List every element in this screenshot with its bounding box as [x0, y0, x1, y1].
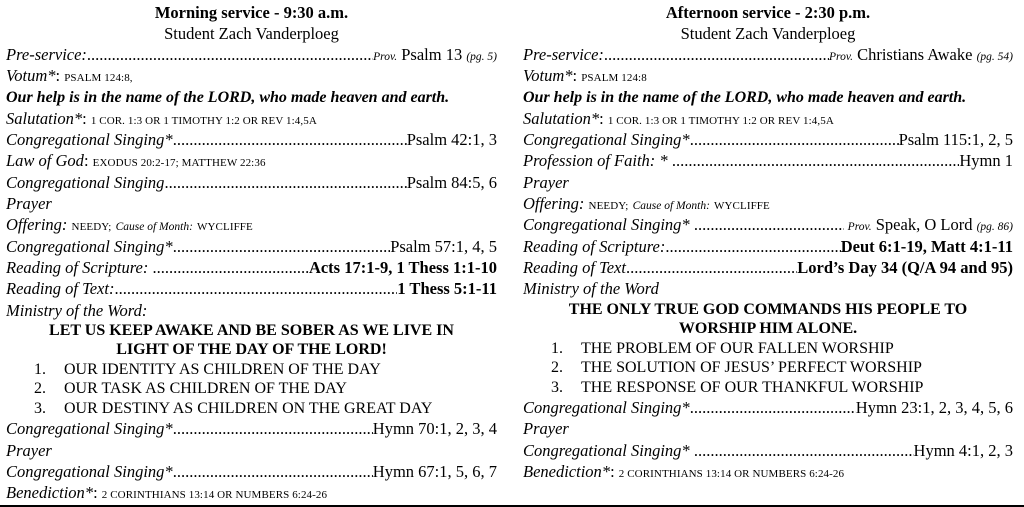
sermon-point: [6, 360, 497, 380]
preservice-song: Christians Awake: [857, 45, 973, 64]
votum-label: Votum*: [6, 66, 56, 86]
afternoon-singing-4: [523, 440, 1013, 461]
point-text: OUR DESTINY AS CHILDREN ON THE GREAT DAY: [64, 399, 433, 417]
afternoon-sermon-title-line-1: THE ONLY TRUE GOD COMMANDS HIS PEOPLE TO: [568, 300, 968, 318]
afternoon-singing-1: [523, 129, 1013, 150]
morning-singing-1: [6, 129, 497, 150]
salutation-ref: 1 COR. 1:3 OR 1 TIMOTHY 1:2 OR REV 1:4,5A: [607, 114, 834, 127]
leader-dots: [694, 214, 844, 235]
afternoon-prayer-1: Prayer: [523, 172, 569, 192]
singing-page: (pg. 86): [976, 221, 1013, 234]
preservice-page: (pg. 54): [976, 51, 1013, 63]
offering-label: Offering:: [523, 194, 585, 214]
afternoon-help-statement: Our help is in the name of the LORD, who made heaven and earth.: [523, 88, 967, 106]
leader-dots: [153, 257, 309, 278]
leader-dots: [164, 172, 406, 193]
singing-value: Psalm 84:5, 6: [406, 172, 497, 192]
sermon-point: [523, 339, 1013, 359]
morning-ministry: Ministry of the Word:: [6, 300, 148, 320]
singing-label: Congregational Singing*: [523, 215, 690, 235]
leader-dots: [173, 461, 373, 482]
morning-preservice: [6, 44, 497, 65]
afternoon-salutation: Salutation*: 1 COR. 1:3 OR 1 TIMOTHY 1:2 OR REV 1:4,5A: [523, 108, 834, 128]
votum-ref: PSALM 124:8,: [64, 72, 133, 85]
scripture-label: Reading of Scripture:: [6, 257, 149, 277]
leader-dots: [694, 440, 914, 461]
afternoon-singing-2: [523, 214, 1013, 235]
sermon-point: [6, 399, 497, 419]
votum-label: Votum*: [523, 66, 573, 86]
singing-value: Psalm 57:1, 4, 5: [390, 236, 497, 256]
text-label: Reading of Text:: [6, 279, 115, 299]
profession-label: Profession of Faith: *: [523, 151, 668, 171]
offering-needy: NEEDY;: [71, 221, 112, 234]
singing-value: Hymn 4:1, 2, 3: [913, 440, 1013, 460]
morning-prayer-2: Prayer: [6, 440, 52, 460]
point-text: OUR TASK AS CHILDREN OF THE DAY: [64, 380, 347, 398]
sermon-point: [523, 378, 1013, 398]
benediction-label: Benediction*: [6, 483, 94, 503]
singing-label: Congregational Singing*: [523, 398, 690, 418]
votum-ref: PSALM 124:8: [581, 72, 647, 85]
afternoon-prayer-2: Prayer: [523, 419, 569, 439]
leader-dots: [690, 129, 899, 150]
afternoon-sermon-title-line-2: WORSHIP HIM ALONE.: [678, 320, 858, 338]
text-label: Reading of Text: [523, 257, 626, 277]
morning-service-column: [6, 0, 497, 504]
sermon-point: [523, 358, 1013, 378]
point-number: 3.: [551, 378, 563, 396]
morning-benediction: Benediction*: 2 CORINTHIANS 13:14 OR NUMBERS 6:24-26: [6, 483, 328, 503]
salutation-label: Salutation*: [6, 108, 83, 128]
singing-value: Psalm 42:1, 3: [406, 130, 497, 150]
leader-dots: [173, 236, 391, 257]
point-number: 2.: [551, 359, 563, 377]
singing-value: Hymn 70:1, 2, 3, 4: [372, 419, 497, 439]
morning-law-of-god: Law of God: EXODUS 20:2-17; MATTHEW 22:36: [6, 151, 266, 171]
point-number: 1.: [551, 339, 563, 357]
leader-dots: [173, 129, 407, 150]
law-ref: EXODUS 20:2-17; MATTHEW 22:36: [92, 157, 266, 170]
afternoon-benediction: Benediction*: 2 CORINTHIANS 13:14 OR NUMBERS 6:24-26: [523, 461, 845, 481]
benediction-ref: 2 CORINTHIANS 13:14 OR NUMBERS 6:24-26: [618, 467, 845, 480]
morning-singing-3: [6, 236, 497, 257]
sermon-point: [6, 379, 497, 399]
singing-label: Congregational Singing*: [6, 419, 173, 439]
afternoon-speaker: Student Zach Vanderploeg: [680, 24, 856, 43]
singing-value: Psalm 115:1, 2, 5: [898, 130, 1013, 150]
afternoon-title: Afternoon service - 2:30 p.m.: [665, 3, 871, 22]
morning-sermon-title-line-1: LET US KEEP AWAKE AND BE SOBER AS WE LIVE IN: [49, 321, 454, 339]
point-text: THE SOLUTION OF JESUS’ PERFECT WORSHIP: [581, 359, 922, 377]
preservice-label: Pre-service:: [523, 45, 604, 64]
singing-label: Congregational Singing: [6, 172, 165, 192]
singing-label: Congregational Singing*: [523, 130, 690, 150]
morning-speaker: Student Zach Vanderploeg: [164, 24, 339, 43]
preservice-song: Psalm 13: [401, 45, 463, 64]
singing-song: Speak, O Lord: [875, 215, 973, 235]
afternoon-scripture: [523, 236, 1013, 257]
offering-cause-label: Cause of Month:: [115, 221, 193, 234]
offering-needy: NEEDY;: [588, 200, 629, 213]
offering-label: Offering:: [6, 215, 68, 235]
morning-singing-4: [6, 418, 497, 439]
scripture-value: Deut 6:1-19, Matt 4:1-11: [840, 236, 1013, 256]
morning-offering: [6, 214, 497, 235]
singing-label: Congregational Singing*: [6, 236, 173, 256]
afternoon-ministry: Ministry of the Word: [523, 279, 659, 299]
point-number: 1.: [34, 360, 46, 378]
singing-value: Hymn 67:1, 5, 6, 7: [372, 461, 497, 481]
afternoon-text: [523, 257, 1013, 278]
leader-dots: [672, 150, 960, 171]
afternoon-profession: [523, 150, 1013, 171]
point-number: 2.: [34, 380, 46, 398]
profession-value: Hymn 1: [959, 151, 1013, 171]
prov-label: Prov.: [373, 51, 398, 63]
leader-dots: [690, 397, 856, 418]
singing-label: Congregational Singing*: [6, 461, 173, 481]
afternoon-singing-3: [523, 397, 1013, 418]
morning-help-statement: Our help is in the name of the LORD, who made heaven and earth.: [6, 88, 450, 106]
singing-label: Congregational Singing*: [523, 440, 690, 460]
afternoon-votum: Votum*: PSALM 124:8: [523, 66, 647, 86]
singing-value: Hymn 23:1, 2, 3, 4, 5, 6: [855, 398, 1013, 418]
afternoon-preservice: [523, 44, 1013, 65]
point-number: 3.: [34, 399, 46, 417]
offering-cause: WYCLIFFE: [714, 200, 770, 213]
preservice-label: Pre-service:: [6, 45, 87, 64]
point-text: THE PROBLEM OF OUR FALLEN WORSHIP: [581, 339, 894, 357]
preservice-page: (pg. 5): [466, 51, 497, 63]
prov-label: Prov.: [847, 221, 872, 234]
offering-cause-label: Cause of Month:: [632, 200, 710, 213]
scripture-label: Reading of Scripture:: [523, 236, 666, 256]
singing-label: Congregational Singing*: [6, 130, 173, 150]
salutation-ref: 1 COR. 1:3 OR 1 TIMOTHY 1:2 OR REV 1:4,5A: [90, 114, 317, 127]
morning-salutation: Salutation*: 1 COR. 1:3 OR 1 TIMOTHY 1:2 OR REV 1:4,5A: [6, 108, 317, 128]
afternoon-offering: [523, 193, 1013, 214]
prov-label: Prov.: [829, 51, 853, 63]
morning-sermon-title-line-2: LIGHT OF THE DAY OF THE LORD!: [116, 341, 387, 359]
morning-votum: Votum*: PSALM 124:8,: [6, 66, 133, 86]
benediction-label: Benediction*: [523, 461, 611, 481]
point-text: OUR IDENTITY AS CHILDREN OF THE DAY: [64, 360, 381, 378]
law-label: Law of God: [6, 151, 84, 171]
point-text: THE RESPONSE OF OUR THANKFUL WORSHIP: [581, 378, 924, 396]
morning-text: [6, 278, 497, 299]
afternoon-service-column: [523, 0, 1013, 482]
leader-dots: [604, 44, 829, 65]
scripture-value: Acts 17:1-9, 1 Thess 1:1-10: [308, 257, 497, 277]
morning-scripture: [6, 257, 497, 278]
leader-dots: [87, 44, 373, 65]
offering-cause: WYCLIFFE: [197, 221, 253, 234]
salutation-label: Salutation*: [523, 108, 600, 128]
morning-singing-5: [6, 461, 497, 482]
text-value: Lord’s Day 34 (Q/A 94 and 95): [797, 257, 1013, 277]
leader-dots: [665, 236, 840, 257]
morning-prayer-1: Prayer: [6, 194, 52, 214]
leader-dots: [626, 257, 797, 278]
morning-title: Morning service - 9:30 a.m.: [154, 3, 349, 22]
leader-dots: [173, 418, 373, 439]
leader-dots: [114, 278, 397, 299]
benediction-ref: 2 CORINTHIANS 13:14 OR NUMBERS 6:24-26: [101, 489, 328, 502]
text-value: 1 Thess 5:1-11: [397, 279, 497, 299]
morning-singing-2: [6, 172, 497, 193]
